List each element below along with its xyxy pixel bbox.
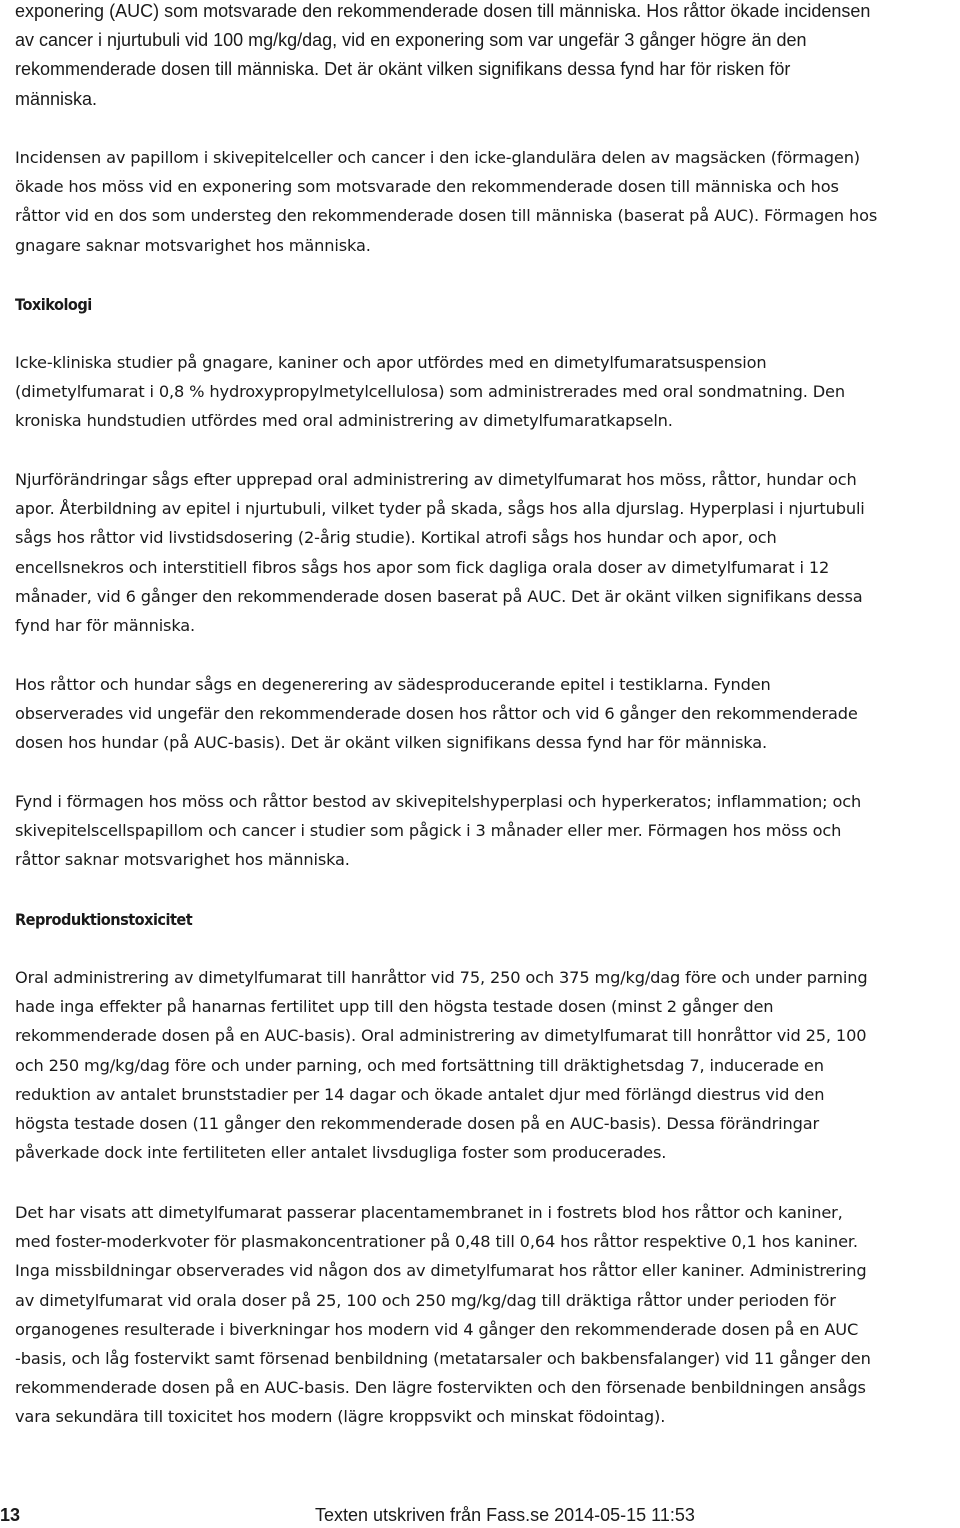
text-line: dosen hos hundar (på AUC-basis). Det är okänt vilken signifikans dessa fynd har för människa. [15, 733, 767, 753]
text-line: råttor saknar motsvarighet hos människa. [15, 850, 350, 870]
paragraph-carcinogenicity-continued [15, 0, 870, 114]
text-line: människa. [15, 88, 98, 109]
paragraph-nonclinical-studies [15, 348, 845, 436]
text-line: rekommenderade dosen till människa. Det är okänt vilken signifikans dessa fynd har för risken för [15, 59, 791, 80]
text-line: råttor vid en dos som understeg den rekommenderade dosen till människa (baserat på AUC). Förmagen hos [15, 206, 878, 226]
text-line: med foster-moderkvoter för plasmakoncentrationer på 0,48 till 0,64 hos råttor respektive 0,1 hos kaniner. [15, 1232, 858, 1252]
text-line: av dimetylfumarat vid orala doser på 25, 100 och 250 mg/kg/dag till dräktiga råttor under perioden för [15, 1290, 836, 1310]
text-line: apor. Återbildning av epitel i njurtubuli, vilket tyder på skada, sågs hos alla djurslag. Hyperplasi i njurtubuli [15, 499, 865, 519]
paragraph-placental-transfer [15, 1198, 871, 1432]
text-line: gnagare saknar motsvarighet hos människa. [15, 235, 371, 255]
text-line: Icke-kliniska studier på gnagare, kaniner och apor utfördes med en dimetylfumaratsuspension [15, 353, 767, 372]
text-line: (dimetylfumarat i 0,8 % hydroxypropylmetylcellulosa) som administrerades med oral sondmatning. Den [15, 382, 845, 402]
text-line: Fynd i förmagen hos möss och råttor bestod av skivepitelshyperplasi och hyperkeratos; inflammation; och [15, 792, 862, 811]
text-line: av cancer i njurtubuli vid 100 mg/kg/dag, vid en exponering som var ungefär 3 gånger högre än den [15, 30, 807, 51]
text-line: rekommenderade dosen på en AUC-basis. Den lägre fostervikten och den försenade benbildningen ansågs [15, 1378, 866, 1398]
text-line: skivepitelscellspapillom och cancer i studier som pågick i 3 månader eller mer. Förmagen hos möss och [15, 821, 842, 841]
text-line: organogenes resulterade i biverkningar hos modern vid 4 gånger den rekommenderade dosen på en AUC [15, 1319, 859, 1339]
paragraph-forestomach-incidence [15, 143, 877, 260]
text-line: Njurförändringar sågs efter upprepad oral administrering av dimetylfumarat hos möss, råttor, hundar och [15, 470, 857, 489]
page-number: 13 [0, 1505, 21, 1525]
text-line: Oral administrering av dimetylfumarat till hanråttor vid 75, 250 och 375 mg/kg/dag före och under parning [15, 968, 868, 987]
text-line: månader, vid 6 gånger den rekommenderade dosen baserat på AUC. Det är okänt vilken signifikans dessa [15, 586, 863, 606]
text-line: Hos råttor och hundar sågs en degenerering av sädesproducerande epitel i testiklarna. Fynden [15, 675, 771, 694]
text-line: och 250 mg/kg/dag före och under parning, och med fortsättning till dräktighetsdag 7, inducerade en [15, 1055, 824, 1075]
paragraph-kidney-changes [15, 465, 865, 640]
section-heading-reproduktionstoxicitet: Reproduktionstoxicitet [15, 910, 193, 929]
text-line: fynd har för människa. [15, 616, 196, 636]
paragraph-fertility [15, 963, 868, 1167]
paragraph-testicular-degeneration [15, 670, 858, 758]
paragraph-forestomach-findings [15, 787, 861, 875]
text-line: Incidensen av papillom i skivepitelceller och cancer i den icke-glandulära delen av magsäcken (förmagen) [15, 148, 860, 167]
text-line: exponering (AUC) som motsvarade den rekommenderade dosen till människa. Hos råttor ökade incidensen [15, 1, 871, 21]
text-line: encellsnekros och interstitiell fibros sågs hos apor som fick dagliga orala doser av dimetylfumarat i 12 [15, 557, 830, 577]
text-line: vara sekundära till toxicitet hos modern (lägre kroppsvikt och minskat födointag). [15, 1407, 666, 1427]
section-heading-toxikologi: Toxikologi [15, 295, 92, 314]
text-line: ökade hos möss vid en exponering som motsvarade den rekommenderade dosen till människa och hos [15, 177, 839, 197]
text-line: högsta testade dosen (11 gånger den rekommenderade dosen på en AUC-basis). Dessa förändringar [15, 1114, 820, 1134]
text-line: rekommenderade dosen på en AUC-basis). Oral administrering av dimetylfumarat till honråttor vid 25, 100 [15, 1026, 867, 1046]
text-line: reduktion av antalet brunststadier per 14 dagar och ökade antalet djur med förlängd diestrus vid den [15, 1084, 825, 1104]
text-line: Inga missbildningar observerades vid någon dos av dimetylfumarat hos råttor eller kaniner. Administrering [15, 1261, 867, 1281]
text-line: kroniska hundstudien utfördes med oral administrering av dimetylfumaratkapseln. [15, 411, 673, 431]
footer-source-text: Texten utskriven från Fass.se 2014-05-15 11:53 [315, 1505, 695, 1525]
text-line: hade inga effekter på hanarnas fertilitet upp till den högsta testade dosen (minst 2 gånger den [15, 997, 774, 1017]
text-line: Det har visats att dimetylfumarat passerar placentamembranet in i fostrets blod hos råttor och kaniner, [15, 1203, 843, 1222]
text-line: -basis, och låg fostervikt samt försenad benbildning (metatarsaler och bakbensfalanger) vid 11 gånger den [15, 1349, 871, 1369]
text-line: observerades vid ungefär den rekommenderade dosen hos råttor och vid 6 gånger den rekommenderade [15, 704, 858, 724]
page-footer [0, 1502, 960, 1528]
text-line: påverkade dock inte fertiliteten eller antalet livsdugliga foster som producerades. [15, 1143, 667, 1163]
text-line: sågs hos råttor vid livstidsdosering (2-årig studie). Kortikal atrofi sågs hos hundar och apor, och [15, 528, 777, 548]
